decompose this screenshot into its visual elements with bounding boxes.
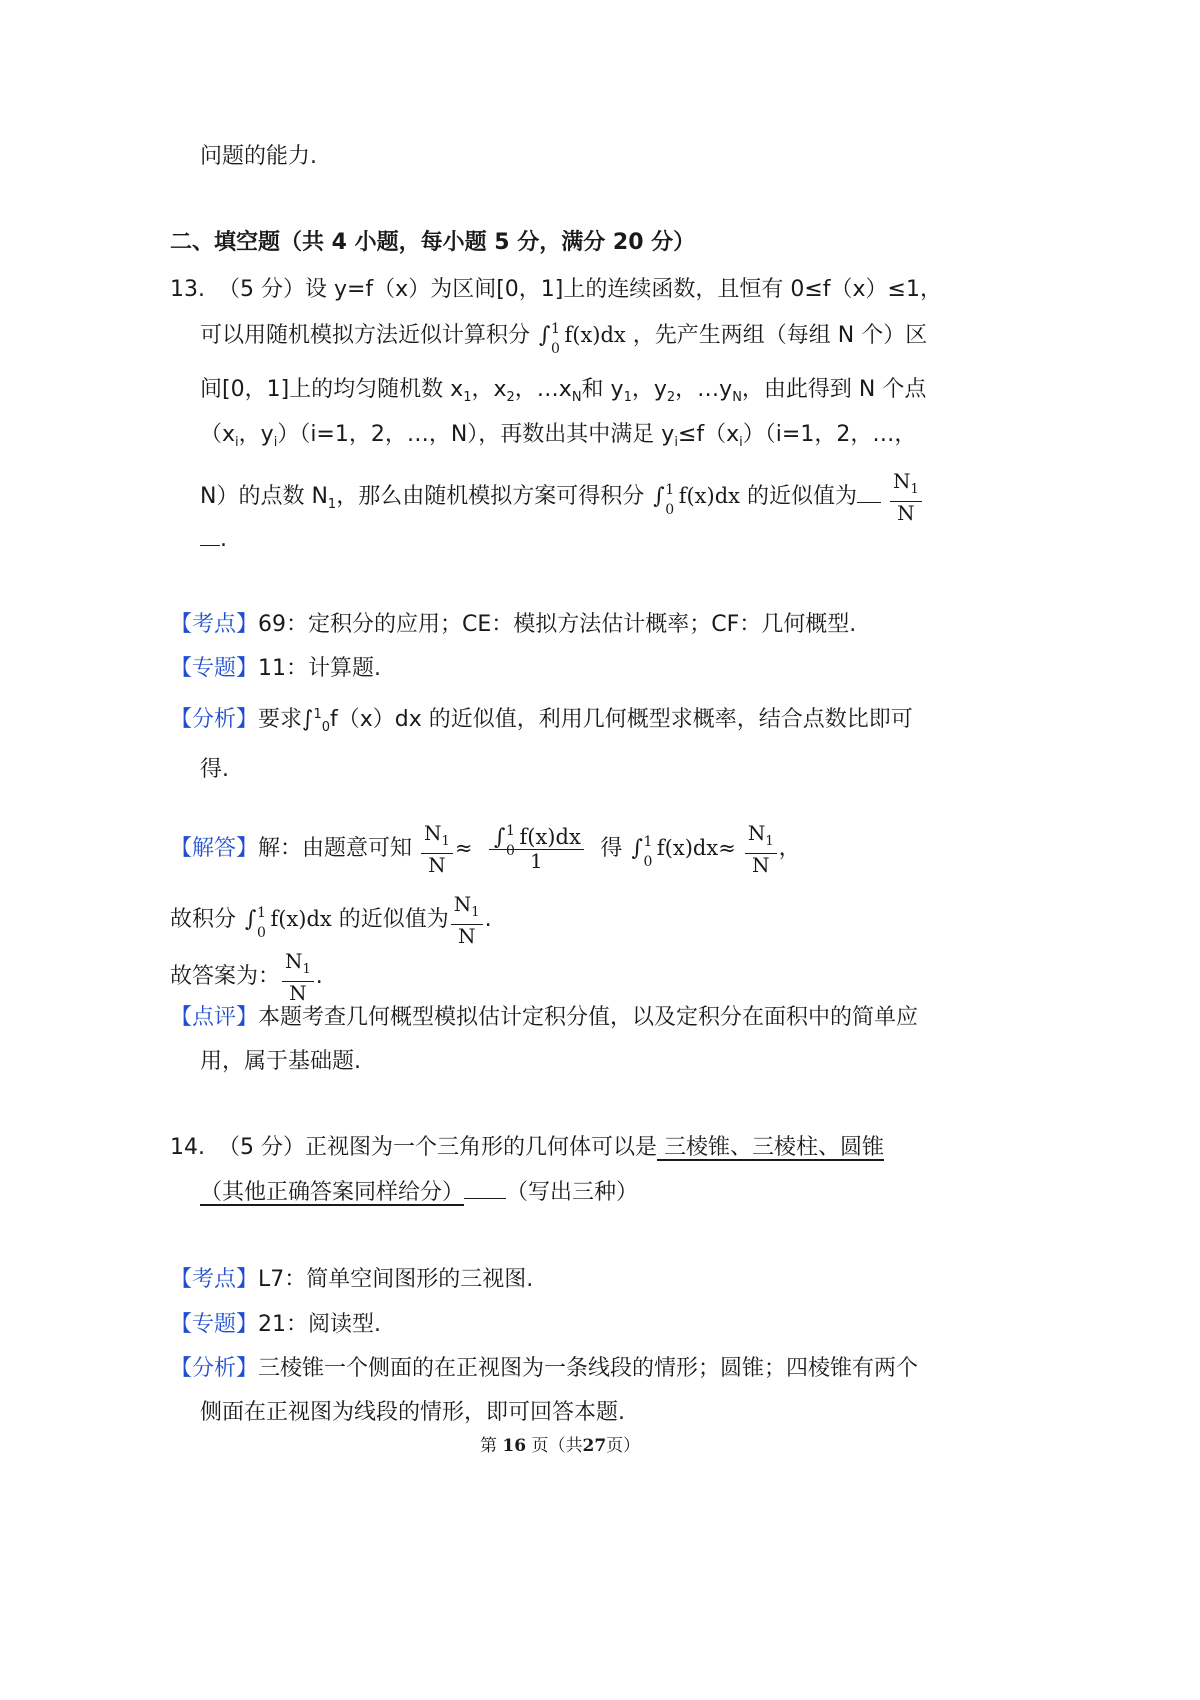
q13-dianping: 【点评】本题考查几何概型模拟估计定积分值，以及定积分在面积中的简单应 (170, 1005, 919, 1030)
kaodian-tag: 【考点】 (170, 1267, 259, 1292)
q13-line-3: 间[0，1]上的均匀随机数 $x_1$，$x_2$，$\dots x_N$和 $y_1$，$y_2$，$\dots y_N$，由此得到 N 个点 (200, 377, 927, 405)
answer-fraction: $\frac{N_1}{N}$ (890, 470, 922, 524)
jieda-tag: 【解答】 (170, 836, 259, 861)
q13-kaodian: 【考点】69：定积分的应用；CE：模拟方法估计概率；CF：几何概型. (170, 612, 857, 637)
page-footer: 第 16 页（共27页） (480, 1436, 641, 1456)
integral: ∫ 1 0 f(x)dx (539, 321, 626, 357)
q14-fenxi-cont: 侧面在正视图为线段的情形，即可回答本题. (200, 1400, 625, 1425)
q13-line-5: N）的点数 $N_1$，那么由随机模拟方案可得积分 ∫ 1 0 f(x)dx 的近似值为 $\frac{N_1}{N}$ (200, 470, 924, 524)
answer-blank (200, 545, 220, 546)
integral: ∫ 1 0 f(x)dx (653, 482, 740, 518)
page-number: 16 (502, 1436, 527, 1456)
q14-answer-cont: （其他正确答案同样给分） (200, 1180, 465, 1205)
page-total: 27 (582, 1436, 607, 1456)
zhuanti-tag: 【专题】 (170, 656, 259, 681)
zhuanti-tag: 【专题】 (170, 1312, 259, 1337)
q13-conclusion-1: 故积分 ∫ 1 0 f(x)dx 的近似值为 $\frac{N_1}{N}$ . (170, 892, 492, 948)
q13-fenxi-cont: 得. (200, 757, 229, 782)
q13-zhuanti: 【专题】11：计算题. (170, 656, 382, 681)
q13-line-1 (170, 275, 942, 305)
answer-blank (857, 502, 881, 503)
q13-line-4: （$x_i$，$y_i)(i=1$，2，…，N），再数出其中满足 $y_i\le f(x_i)(i=1$，2，…， (200, 422, 917, 450)
q13-jieda: 【解答】解：由题意可知 $\frac{N_1}{N}$ ≈ ∫ 1 0 f(x)dx 1 得 ∫ 1 0 f(x)dx≈ $\frac{N_1}{N}$ ， (170, 821, 801, 877)
kaodian-tag: 【考点】 (170, 612, 259, 637)
q13-text: 可以用随机模拟方法近似计算积分 (200, 323, 531, 348)
q14-zhuanti: 【专题】21：阅读型. (170, 1312, 382, 1337)
q14-answer: 三棱锥、三棱柱、圆锥 (657, 1135, 884, 1160)
q14-line-1: 14. （5 分）正视图为一个三角形的几何体可以是 三棱锥、三棱柱、圆锥 (170, 1135, 884, 1160)
q13-fenxi: 【分析】要求∫$^1_0$f（x）dx 的近似值，利用几何概型求概率，结合点数比即可 (170, 707, 913, 735)
q13-line-2 (200, 320, 928, 357)
q13-number: 13. (170, 277, 205, 302)
q13-text: （5 分）设 y=f（x）为区间[0，1]上的连续函数，且恒有 0≤f（x）≤1， (218, 277, 942, 302)
q13-conclusion-2: 故答案为： $\frac{N_1}{N}$ . (170, 949, 323, 1005)
q14-kaodian: 【考点】L7：简单空间图形的三视图. (170, 1267, 534, 1292)
q13-line-6: . (200, 525, 227, 555)
q13-text: ，先产生两组（每组 N 个）区 (632, 323, 928, 348)
fenxi-tag: 【分析】 (170, 707, 259, 732)
dianping-tag: 【点评】 (170, 1005, 259, 1030)
q14-line-2: （其他正确答案同样给分） （写出三种） (200, 1180, 639, 1205)
section-title: 二、填空题（共 4 小题，每小题 5 分，满分 20 分） (170, 230, 696, 255)
fenxi-tag: 【分析】 (170, 1356, 259, 1381)
q13-dianping-cont: 用，属于基础题. (200, 1049, 361, 1074)
continuation-text: 问题的能力. (200, 144, 317, 169)
q14-number: 14. (170, 1135, 205, 1160)
q14-fenxi: 【分析】三棱锥一个侧面的在正视图为一条线段的情形；圆锥；四棱锥有两个 (170, 1356, 919, 1381)
